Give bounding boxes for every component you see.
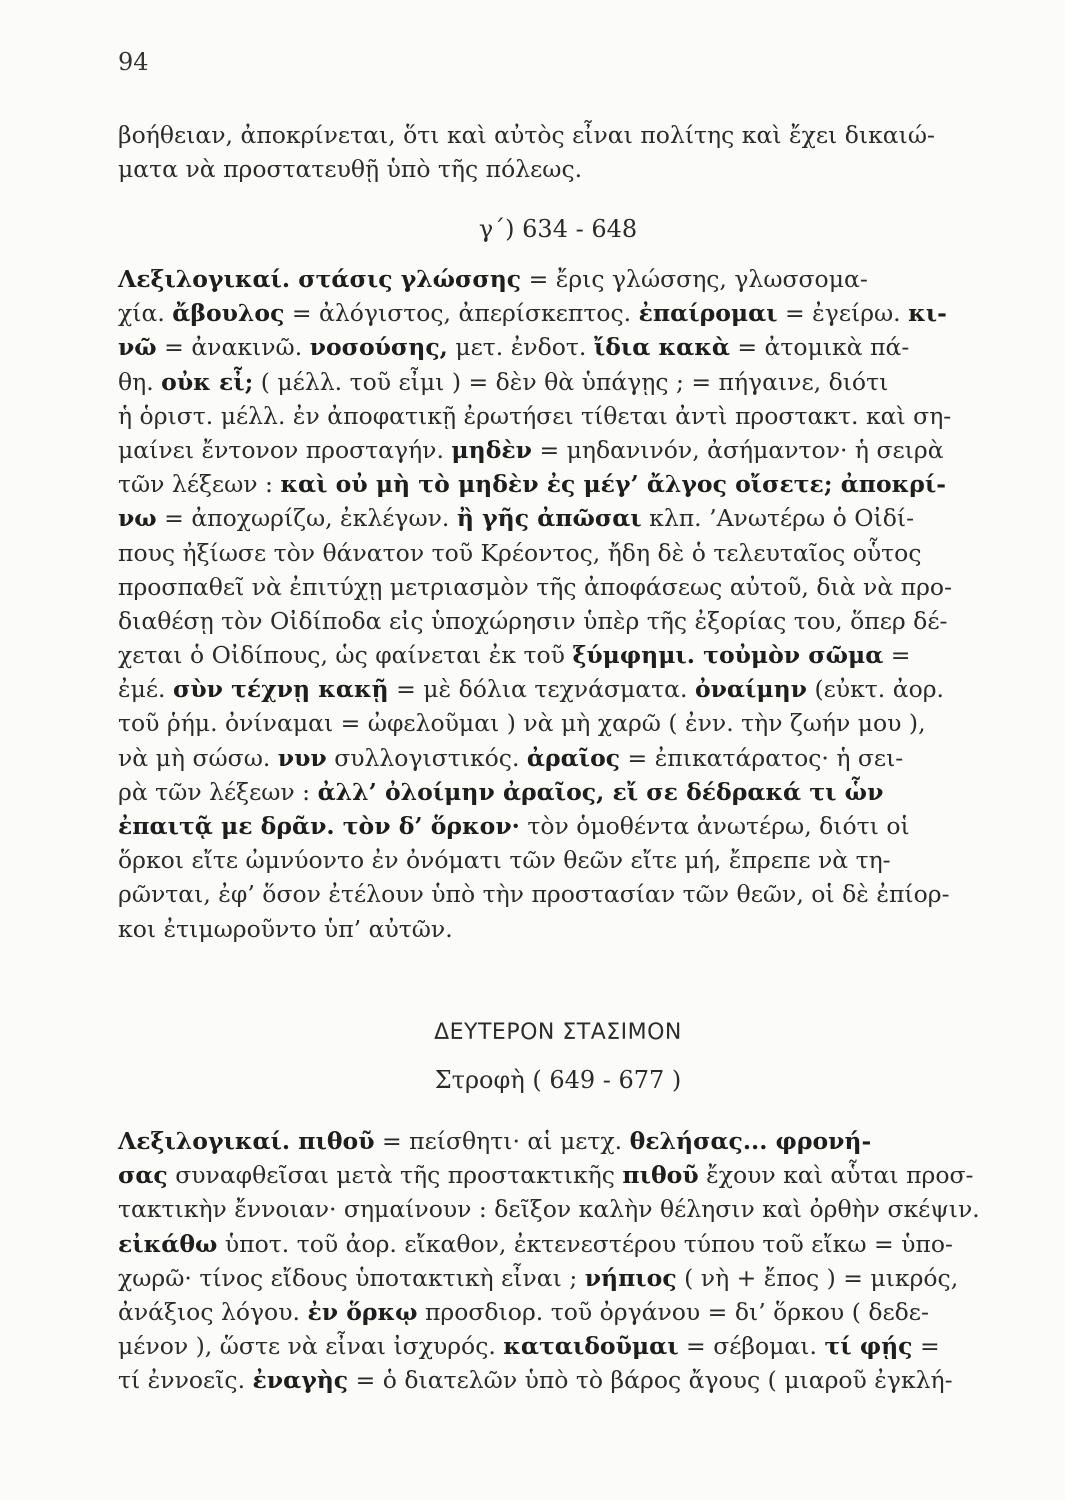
text-line: βοήθειαν, ἀποκρίνεται, ὅτι καὶ αὐτὸς εἶναι πολίτης καὶ ἔχει δικαιώ-	[118, 121, 935, 149]
text-line: νῶ = ἀνακινῶ. νοσούσης, μετ. ἐνδοτ. ἴδια κακὰ = ἀτομικὰ πά-	[118, 333, 910, 362]
text-line: τοῦ ῥήμ. ὀνίναμαι = ὠφελοῦμαι ) νὰ μὴ χαρῶ ( ἐνν. τὴν ζωήν μου ),	[118, 709, 926, 738]
text-line: τακτικὴν ἔννοιαν· σημαίνουν : δεῖξον καλὴν θέλησιν καὶ ὀρθὴν σκέψιν.	[118, 1195, 980, 1224]
text-line: ἀνάξιος λόγου. ἐν ὅρκῳ προσδιορ. τοῦ ὀργάνου = δι’ ὅρκου ( δεδε-	[118, 1297, 929, 1326]
section-heading: γ΄) 634 - 648	[478, 215, 638, 243]
text-line: νω = ἀποχωρίζω, ἐκλέγων. ἢ γῆς ἀπῶσαι κλπ. ’Ανωτέρω ὁ Οἰδί-	[118, 504, 915, 533]
text-line: μαίνει ἔντονον προσταγήν. μηδὲν = μηδανινόν, ἀσήμαντον· ἡ σειρὰ	[118, 435, 944, 464]
text-line: ὅρκοι εἴτε ὠμνύοντο ἐν ὀνόματι τῶν θεῶν εἴτε μή, ἔπρεπε νὰ τη-	[118, 846, 891, 875]
text-line: κοι ἐτιμωροῦντο ὑπ’ αὐτῶν.	[118, 914, 453, 943]
text-line: πους ἠξίωσε τὸν θάνατον τοῦ Κρέοντος, ἤδη δὲ ὁ τελευταῖος οὗτος	[118, 538, 922, 567]
text-line: Λεξιλογικαί. στάσις γλώσσης = ἔρις γλώσσης, γλωσσομα-	[118, 265, 868, 293]
text-line: προσπαθεῖ νὰ ἐπιτύχῃ μετριασμὸν τῆς ἀποφάσεως αὐτοῦ, διὰ νὰ προ-	[118, 572, 953, 601]
strophe-heading: Στροφὴ ( 649 - 677 )	[434, 1066, 682, 1094]
text-line: χωρῶ· τίνος εἴδους ὑποτακτικὴ εἶναι ; νήπιος ( νὴ + ἔπος ) = μικρός,	[118, 1263, 959, 1292]
text-line: ρὰ τῶν λέξεων : ἀλλ’ ὀλοίμην ἀραῖος, εἴ σε δέδρακά τι ὧν	[118, 777, 884, 806]
text-line: διαθέσῃ τὸν Οἰδίποδα εἰς ὑποχώρησιν ὑπὲρ τῆς ἐξορίας του, ὅπερ δέ-	[118, 606, 948, 635]
text-line: σας συναφθεῖσαι μετὰ τῆς προστακτικῆς πιθοῦ ἔχουν καὶ αὗται προσ-	[118, 1161, 974, 1190]
text-line: νὰ μὴ σώσω. νυν συλλογιστικός. ἀραῖος = ἐπικατάρατος· ἡ σει-	[118, 743, 904, 772]
stasimon-title: ΔΕΥΤΕΡΟΝ ΣΤΑΣΙΜΟΝ	[434, 1020, 682, 1045]
text-line: χεται ὁ Οἰδίπους, ὡς φαίνεται ἐκ τοῦ ξύμφημι. τοὐμὸν σῶμα =	[118, 641, 911, 670]
lexicon-section-1	[118, 262, 998, 946]
text-line: ρῶνται, ἐφ’ ὅσον ἐτέλουν ὑπὸ τὴν προστασίαν τῶν θεῶν, οἱ δὲ ἐπίορ-	[118, 880, 950, 909]
lexicon-section-2	[118, 1124, 998, 1398]
text-line: χία. ἄβουλος = ἀλόγιστος, ἀπερίσκεπτος. ἐπαίρομαι = ἐγείρω. κι-	[118, 299, 947, 328]
page-number: 94	[118, 48, 149, 76]
text-line: τί ἐννοεῖς. ἐναγὴς = ὁ διατελῶν ὑπὸ τὸ βάρος ἄγους ( μιαροῦ ἐγκλή-	[118, 1366, 953, 1395]
intro-paragraph	[118, 118, 998, 186]
text-line: ματα νὰ προστατευθῇ ὑπὸ τῆς πόλεως.	[118, 155, 583, 184]
text-line: ἐμέ. σὺν τέχνῃ κακῇ = μὲ δόλια τεχνάσματα. ὀναίμην (εὐκτ. ἀορ.	[118, 675, 945, 704]
text-line: εἰκάθω ὑποτ. τοῦ ἀορ. εἴκαθον, ἐκτενεστέρου τύπου τοῦ εἴκω = ὑπο-	[118, 1229, 953, 1258]
text-line: τῶν λέξεων : καὶ οὐ μὴ τὸ μηδὲν ἐς μέγ’ ἄλγος οἴσετε; ἀποκρί-	[118, 470, 947, 499]
text-line: ἐπαιτᾷ με δρᾶν. τὸν δ’ ὅρκον· τὸν ὁμοθέντα ἀνωτέρω, διότι οἱ	[118, 812, 910, 840]
text-line: Λεξιλογικαί. πιθοῦ = πείσθητι· αἱ μετχ. θελήσας... φρονή-	[118, 1127, 872, 1155]
text-line: μένον ), ὥστε νὰ εἶναι ἰσχυρός. καταιδοῦμαι = σέβομαι. τί φῄς =	[118, 1332, 940, 1361]
text-line: θη. οὐκ εἶ; ( μέλλ. τοῦ εἶμι ) = δὲν θὰ ὑπάγῃς ; = πήγαινε, διότι	[118, 367, 889, 396]
text-line: ἡ ὁριστ. μέλλ. ἐν ἀποφατικῇ ἐρωτήσει τίθεται ἀντὶ προστακτ. καὶ ση-	[118, 401, 952, 430]
